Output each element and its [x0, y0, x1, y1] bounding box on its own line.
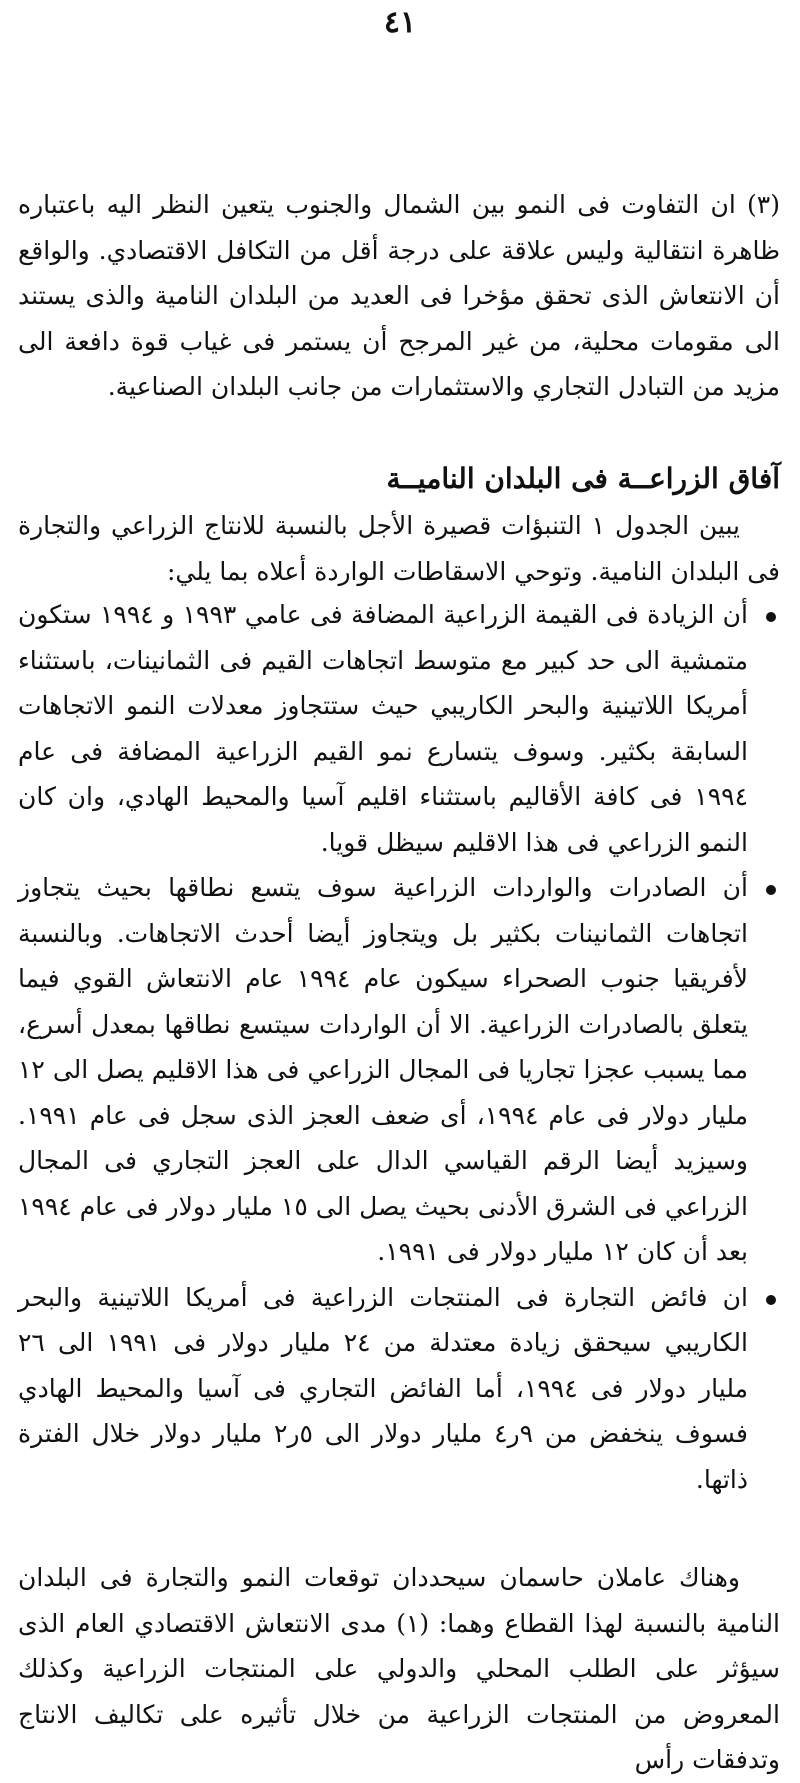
paragraph-text: (٣) ان التفاوت فى النمو بين الشمال والجنوب يتعين النظر اليه باعتباره ظاهرة انتقالية وليس علاقة على درجة أقل من التكافل الاقتصادي. والواقع أن الانتعاش الذى تحقق مؤخرا فى العديد من البلدان النامية والذى يستند الى مقومات محلية، من غير المرجح أن يستمر فى غياب قوة دافعة الى مزيد من التبادل التجاري والاستثمارات من جانب البلدان الصناعية. [18, 190, 780, 401]
bullet-dot-icon [766, 885, 776, 895]
section-heading-block [18, 456, 780, 502]
bullet-item-exports-imports [18, 865, 780, 1275]
page-number: ٤١ [383, 5, 417, 40]
bullet-dot-icon [766, 612, 776, 622]
bullet-text: أن الزيادة فى القيمة الزراعية المضافة فى عامي ١٩٩٣ و ١٩٩٤ ستكون متمشية الى حد كبير مع متوسط اتجاهات القيم فى الثمانينات، باستثناء أمريكا اللاتينية والبحر الكاريبي حيث ستتجاوز معدلات النمو الاتجاهات السابقة بكثير. وسوف يتسارع نمو القيم الزراعية المضافة فى عام ١٩٩٤ فى كافة الأقاليم باستثناء اقليم آسيا والمحيط الهادي، وان كان النمو الزراعي فى هذا الاقليم سيظل قويا. [18, 600, 748, 857]
intro-paragraph [18, 503, 780, 594]
bullet-dot-icon [766, 1295, 776, 1305]
paragraph-north-south-growth [18, 182, 780, 410]
bullet-text: أن الصادرات والواردات الزراعية سوف يتسع نطاقها بحيث يتجاوز اتجاهات الثمانينات بكثير بل ويتجاوز أيضا أحدث الاتجاهات. وبالنسبة لأفريقيا جنوب الصحراء سيكون عام ١٩٩٤ عام الانتعاش القوي فيما يتعلق بالصادرات الزراعية. الا أن الواردات سيتسع نطاقها بمعدل أسرع، مما يسبب عجزا تجاريا فى المجال الزراعي فى هذا الاقليم يصل الى ١٢ مليار دولار فى عام ١٩٩٤، أى ضعف العجز الذى سجل فى عام ١٩٩١. وسيزيد أيضا الرقم القياسي الدال على العجز التجاري فى المجال الزراعي فى الشرق الأدنى بحيث يصل الى ١٥ مليار دولار فى عام ١٩٩٤ بعد أن كان ١٢ مليار دولار فى ١٩٩١. [18, 873, 749, 1266]
section-heading: آفاق الزراعــة فى البلدان الناميــة [386, 462, 780, 495]
intro-text: يبين الجدول ١ التنبؤات قصيرة الأجل بالنسبة للانتاج الزراعي والتجارة فى البلدان النامية. وتوحي الاسقاطات الواردة أعلاه بما يلي: [18, 511, 780, 586]
bullet-item-value-added [18, 592, 780, 865]
bullet-text: ان فائض التجارة فى المنتجات الزراعية فى أمريكا اللاتينية والبحر الكاريبي سيحقق زيادة معتدلة من ٢٤ مليار دولار فى ١٩٩١ الى ٢٦ مليار دولار فى ١٩٩٤، أما الفائض التجاري فى آسيا والمحيط الهادي فسوف ينخفض من ٩ر٤ مليار دولار الى ٥ر٢ مليار دولار خلال الفترة ذاتها. [18, 1282, 748, 1494]
bullet-list [18, 592, 780, 1502]
bullet-item-trade-surplus [18, 1275, 780, 1503]
paragraph-text: وهناك عاملان حاسمان سيحددان توقعات النمو والتجارة فى البلدان النامية بالنسبة لهذا القطاع وهما: (١) مدى الانتعاش الاقتصادي العام الذى سيؤثر على الطلب المحلي والدولي على المنتجات الزراعية وكذلك المعروض من المنتجات الزراعية من خلال تأثيره على تكاليف الانتاج وتدفقات رأس [18, 1563, 781, 1774]
paragraph-decisive-factors [18, 1555, 780, 1783]
